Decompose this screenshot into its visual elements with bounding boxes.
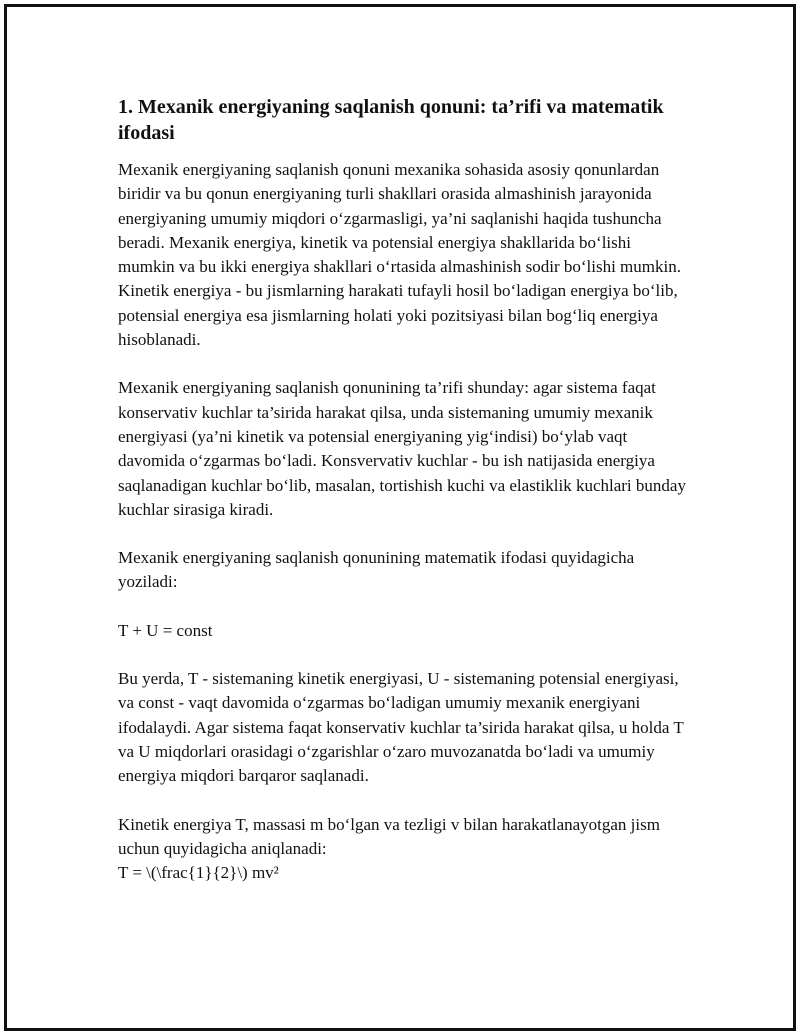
section-heading: 1. Mexanik energiyaning saqlanish qonuni: ta’rifi va matematik ifodasi bbox=[118, 96, 664, 144]
paragraph-intro: Mexanik energiyaning saqlanish qonuni mexanika sohasida asosiy qonunlardan biridir va bu qonun energiyaning turli shakllari orasida almashinish jarayonida energiyaning umumiy miqdori o‘zgarmasligi, ya’ni saqlanishi haqida tushuncha beradi. Mexanik energiya, kinetik va potensial energiya shakllarida bo‘lishi mumkin va bu ikki energiya shakllari o‘rtasida almashinish sodir bo‘lishi mumkin. Kinetik energiya - bu jismlarning harakati tufayli hosil bo‘ladigan energiya bo‘lib, potensial energiya esa jismlarning holati yoki pozitsiyasi bilan bog‘liq energiya hisoblanadi. bbox=[118, 160, 681, 350]
paragraph-explanation: Bu yerda, T - sistemaning kinetik energiyasi, U - sistemaning potensial energiyasi, va const - vaqt davomida o‘zgarmas bo‘ladigan umumiy mexanik energiyani ifodalaydi. Agar sistema faqat konservativ kuchlar ta’sirida harakat qilsa, u holda T va U miqdorlari orasidagi o‘zgarishlar o‘zaro muvozanatda bo‘ladi va umumiy energiya miqdori barqaror saqlanadi. bbox=[118, 669, 684, 786]
paragraph-kinetic-intro: Kinetik energiya T, massasi m bo‘lgan va tezligi v bilan harakatlanayotgan jism uchun quyidagicha aniqlanadi: bbox=[118, 814, 660, 858]
paragraph-formula-intro: Mexanik energiyaning saqlanish qonunining matematik ifodasi quyidagicha yoziladi: bbox=[118, 548, 635, 592]
paragraph-definition: Mexanik energiyaning saqlanish qonunining ta’rifi shunday: agar sistema faqat konservativ kuchlar ta’sirida harakat qilsa, unda sistemaning umumiy mexanik energiyasi (ya’ni kinetik va potensial energiyaning yig‘indisi) bo‘ylab vaqt davomida o‘zgarmas bo‘ladi. Konsvervativ kuchlar - bu ish natijasida energiya saqlanadigan kuchlar bo‘lib, masalan, tortishish kuchi va elastiklik kuchlari bunday kuchlar sirasiga kiradi. bbox=[118, 378, 686, 519]
document-body bbox=[118, 94, 688, 885]
formula-conservation: T + U = const bbox=[118, 620, 213, 640]
formula-kinetic: T = \(\frac{1}{2}\) mv² bbox=[118, 863, 279, 883]
